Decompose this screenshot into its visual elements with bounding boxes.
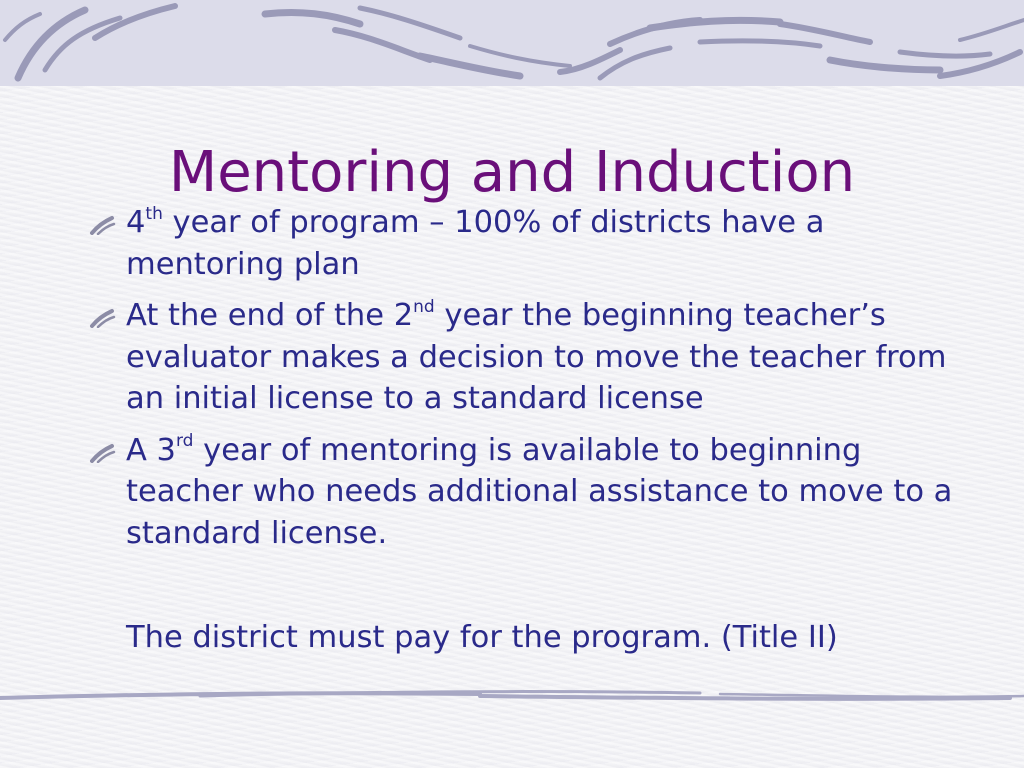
bullet-item-2 — [86, 295, 956, 420]
bottom-decorative-rule — [0, 684, 1024, 708]
bullet-2-prefix: At the end of the 2 — [126, 298, 414, 333]
bullet-1-superscript: th — [145, 203, 163, 224]
slide-title: Mentoring and Induction — [168, 140, 856, 205]
bullet-3-text: year of mentoring is available to beginning teacher who needs additional assistance to move to a standard license. — [126, 432, 953, 551]
bullet-3-superscript: rd — [175, 431, 194, 452]
brush-stroke-icon — [88, 308, 116, 328]
bullet-item-3 — [86, 430, 956, 555]
bullet-1-prefix: 4 — [126, 205, 146, 240]
bullet-item-1 — [86, 202, 956, 285]
bullet-3-prefix: A 3 — [126, 432, 176, 468]
brush-stroke-icon — [88, 215, 116, 235]
continuation-text: The district must pay for the program. (Title II) — [126, 620, 838, 655]
bullet-2-text: year the beginning teacher’s evaluator makes a decision to move the teacher from an initial license to a standard license — [126, 298, 947, 416]
swoosh-pattern-bottom — [0, 684, 1024, 708]
bullet-list — [86, 202, 956, 564]
swoosh-pattern-top — [0, 0, 1024, 86]
top-decorative-banner — [0, 0, 1024, 86]
bullet-1-text: year of program – 100% of districts have a mentoring plan — [126, 205, 825, 282]
brush-stroke-icon — [88, 443, 116, 463]
bullet-2-superscript: nd — [413, 296, 435, 317]
